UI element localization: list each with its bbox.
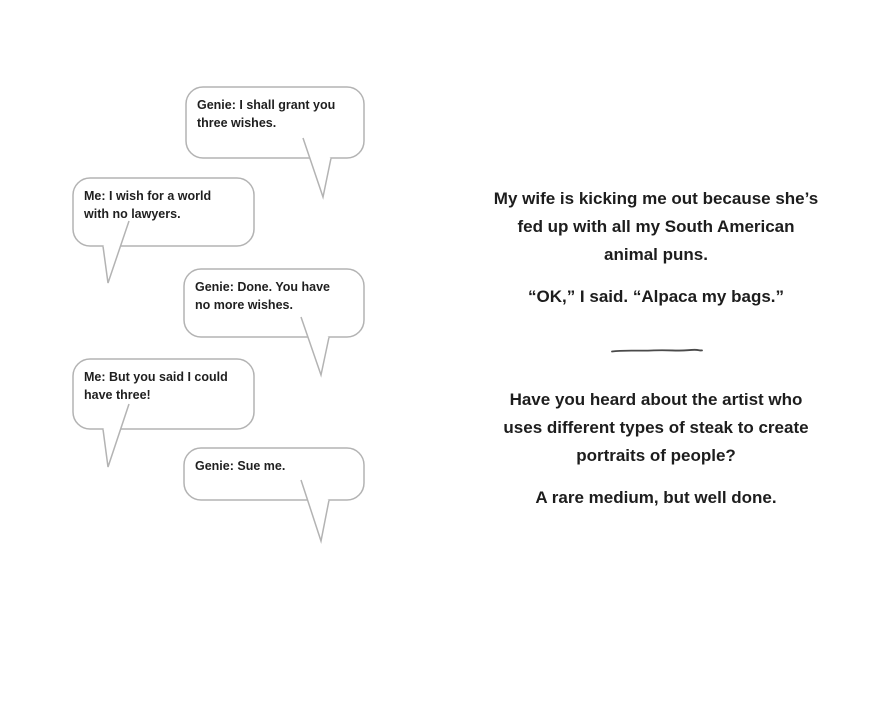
joke-setup-line: My wife is kicking me out because she’s — [493, 189, 819, 208]
bubble-line: Genie: Sue me. — [195, 459, 286, 473]
speech-bubble-genie-3 — [183, 447, 365, 546]
bubble-line: Genie: I shall grant you — [197, 98, 336, 112]
joke-setup-line: Have you heard about the artist who — [509, 390, 803, 409]
bubble-line: Me: But you said I could — [84, 370, 228, 384]
divider-line-icon — [610, 347, 704, 355]
joke-2-punchline — [458, 484, 854, 512]
joke-1-setup — [458, 185, 854, 269]
bubble-line: Genie: Done. You have — [195, 280, 330, 294]
joke-2-setup — [458, 386, 854, 470]
hand-drawn-divider — [610, 342, 704, 350]
joke-punchline-text: “OK,” I said. “Alpaca my bags.” — [527, 287, 785, 306]
bubble-line: with no lawyers. — [84, 207, 181, 221]
joke-setup-line: fed up with all my South American — [517, 217, 795, 236]
bubble-line: Me: I wish for a world — [84, 189, 212, 203]
joke-setup-line: animal puns. — [604, 245, 708, 264]
joke-1-punchline — [458, 283, 854, 311]
joke-punchline-text: A rare medium, but well done. — [535, 488, 777, 507]
bubble-line: have three! — [84, 388, 151, 402]
bubble-line: three wishes. — [197, 116, 277, 130]
joke-setup-line: portraits of people? — [576, 446, 736, 465]
bubble-line: no more wishes. — [195, 298, 293, 312]
joke-setup-line: uses different types of steak to create — [503, 418, 809, 437]
